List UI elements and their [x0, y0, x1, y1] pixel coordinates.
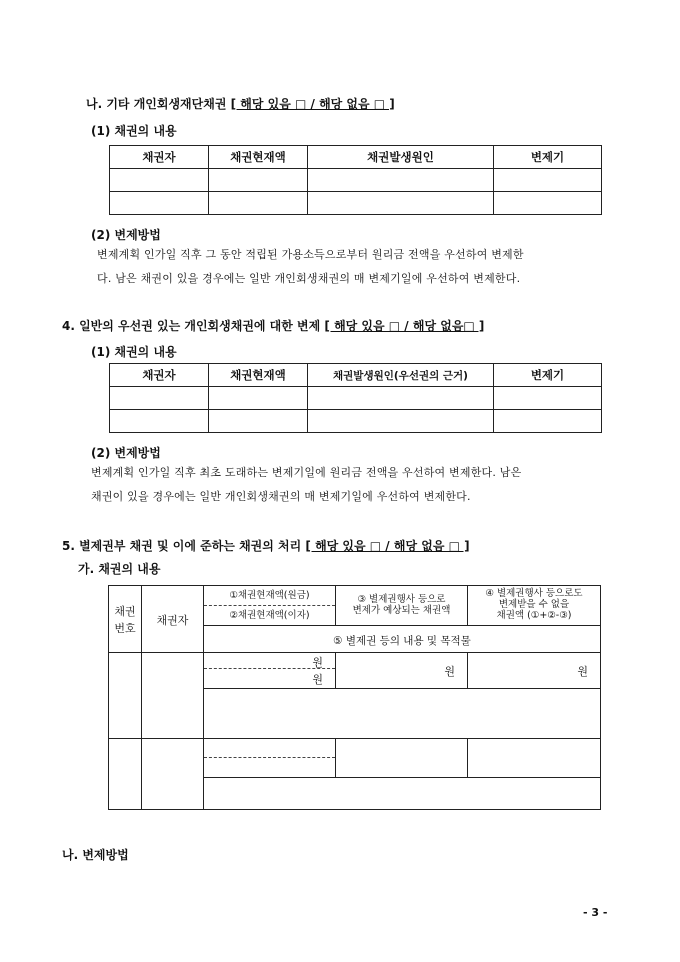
table-row — [110, 169, 602, 192]
table-row — [110, 387, 602, 410]
unrecoverable-amount-cell[interactable]: 원 — [467, 652, 601, 689]
expected-repayment-cell[interactable]: 원 — [335, 652, 468, 689]
table-row — [110, 192, 602, 215]
creditor-cell[interactable] — [141, 738, 204, 810]
section4-applicability: [ 해당 있음 □ / 해당 없음□ ] — [324, 319, 485, 333]
section5-subheading: 가. 채권의 내용 — [78, 562, 161, 576]
section4-table — [109, 363, 602, 433]
header-divider — [204, 605, 335, 606]
section4-method-text: 변제계획 인가일 직후 최초 도래하는 변제기일에 원리금 전액을 우선하여 변제한다. 남은 채권이 있을 경우에는 일반 개인회생채권의 매 변제기일에 우선하여 변제한다. — [91, 466, 522, 503]
section4-method-title: (2) 변제방법 — [91, 446, 161, 460]
section-na-heading-text: 나. 기타 개인회생재단채권 — [86, 97, 231, 111]
header-cause-priority: 채권발생원인(우선권의 근거) — [308, 364, 494, 387]
header-current-amount: ①채권현재액(원금) ②채권현재액(이자) — [203, 585, 336, 626]
header-cause: 채권발생원인 — [308, 146, 494, 169]
section4-heading — [62, 317, 484, 334]
header-creditor: 채권자 — [110, 364, 209, 387]
header-unrecoverable-amount: ④ 별제권행사 등으로도 변제받을 수 없을 채권액 (①+②-③) — [467, 585, 601, 626]
section5-heading — [62, 537, 470, 554]
current-amount-cell[interactable]: 원 원 — [203, 652, 336, 689]
unrecoverable-amount-cell[interactable] — [467, 738, 601, 778]
header-claim-number: 채권 번호 — [108, 585, 142, 653]
header-due-date: 변제기 — [494, 364, 602, 387]
section5-heading-text: 5. 별제권부 채권 및 이에 준하는 채권의 처리 — [62, 539, 306, 553]
collateral-details-cell[interactable] — [203, 777, 601, 810]
claim-number-cell[interactable] — [108, 652, 142, 739]
header-current-amount: 채권현재액 — [209, 364, 308, 387]
table-row — [110, 410, 602, 433]
header-current-amount: 채권현재액 — [209, 146, 308, 169]
section-na-method-title: (2) 변제방법 — [91, 228, 161, 242]
collateral-details-cell[interactable] — [203, 688, 601, 739]
header-creditor: 채권자 — [141, 585, 204, 653]
section-na-content-title: (1) 채권의 내용 — [91, 124, 177, 138]
section-na-applicability: [ 해당 있음 □ / 해당 없음 □ ] — [230, 97, 395, 111]
header-collateral-details: ⑤ 별제권 등의 내용 및 목적물 — [203, 625, 601, 653]
section5-applicability: [ 해당 있음 □ / 해당 없음 □ ] — [305, 539, 470, 553]
section4-content-title: (1) 채권의 내용 — [91, 345, 177, 359]
section-na-method-text: 변제계획 인가일 직후 그 동안 적립된 가용소득으로부터 원리금 전액을 우선하여 변제한 다. 남은 채권이 있을 경우에는 일반 개인회생채권의 매 변제기일에 우선하여 변제한다. — [97, 248, 524, 285]
amount-divider — [204, 757, 335, 758]
expected-repayment-cell[interactable] — [335, 738, 468, 778]
claim-number-cell[interactable] — [108, 738, 142, 810]
header-due-date: 변제기 — [494, 146, 602, 169]
creditor-cell[interactable] — [141, 652, 204, 739]
amount-divider — [204, 668, 335, 669]
current-amount-cell[interactable] — [203, 738, 336, 778]
section-na-table — [109, 145, 602, 215]
section5-na-heading: 나. 변제방법 — [62, 848, 129, 862]
header-creditor: 채권자 — [110, 146, 209, 169]
page-number: - 3 - — [583, 906, 608, 919]
section-na-heading — [86, 95, 395, 112]
section4-heading-text: 4. 일반의 우선권 있는 개인회생채권에 대한 변제 — [62, 319, 325, 333]
header-expected-repayment: ③ 별제권행사 등으로 변제가 예상되는 채권액 — [335, 585, 468, 626]
